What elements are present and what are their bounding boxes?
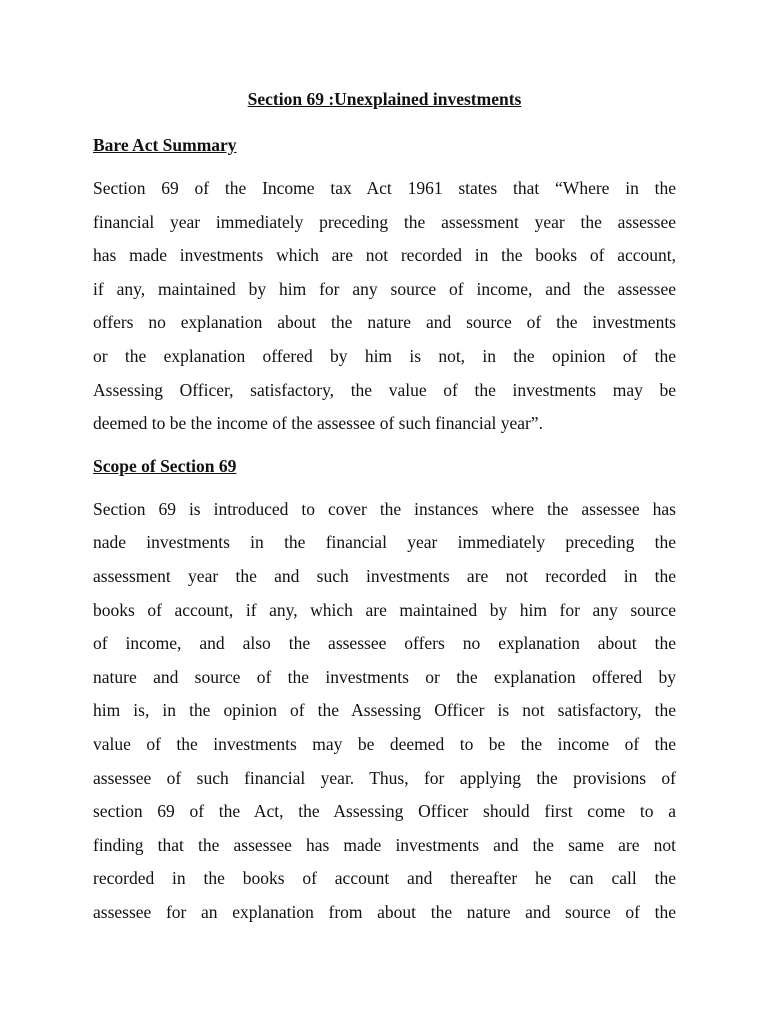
text-line: nade investments in the financial year immediately preceding the bbox=[93, 532, 676, 553]
document-page bbox=[93, 84, 676, 939]
text-line: assessment year the and such investments are not recorded in the bbox=[93, 565, 676, 586]
document-title: Section 69 :Unexplained investments bbox=[247, 89, 522, 109]
text-line: assessee of such financial year. Thus, for applying the provisions of bbox=[93, 767, 676, 788]
text-line: recorded in the books of account and thereafter he can call the bbox=[93, 868, 676, 889]
text-line: has made investments which are not recorded in the books of account, bbox=[93, 245, 676, 266]
text-line: Assessing Officer, satisfactory, the value of the investments may be bbox=[93, 379, 676, 400]
text-line: or the explanation offered by him is not, in the opinion of the bbox=[93, 345, 676, 366]
text-line: finding that the assessee has made investments and the same are not bbox=[93, 834, 676, 855]
text-line: financial year immediately preceding the assessment year the assessee bbox=[93, 211, 676, 232]
text-line: offers no explanation about the nature and source of the investments bbox=[93, 312, 676, 333]
paragraph-bare-act-summary bbox=[93, 172, 676, 441]
text-line: books of account, if any, which are maintained by him for any source bbox=[93, 599, 676, 620]
text-line: him is, in the opinion of the Assessing Officer is not satisfactory, the bbox=[93, 700, 676, 721]
paragraph-scope bbox=[93, 493, 676, 930]
text-line: value of the investments may be deemed to be the income of the bbox=[93, 733, 676, 754]
section-heading-bare-act-summary: Bare Act Summary bbox=[93, 135, 237, 155]
text-line: Section 69 is introduced to cover the instances where the assessee has bbox=[93, 498, 676, 519]
text-line: if any, maintained by him for any source of income, and the assessee bbox=[93, 278, 676, 299]
text-line: deemed to be the income of the assessee of such financial year”. bbox=[93, 413, 543, 434]
text-line: nature and source of the investments or the explanation offered by bbox=[93, 666, 676, 687]
text-line: assessee for an explanation from about the nature and source of the bbox=[93, 901, 676, 922]
section-heading-scope: Scope of Section 69 bbox=[93, 455, 237, 476]
text-line: of income, and also the assessee offers no explanation about the bbox=[93, 633, 676, 654]
text-line: section 69 of the Act, the Assessing Officer should first come to a bbox=[93, 801, 676, 822]
text-line: Section 69 of the Income tax Act 1961 states that “Where in the bbox=[93, 178, 676, 198]
